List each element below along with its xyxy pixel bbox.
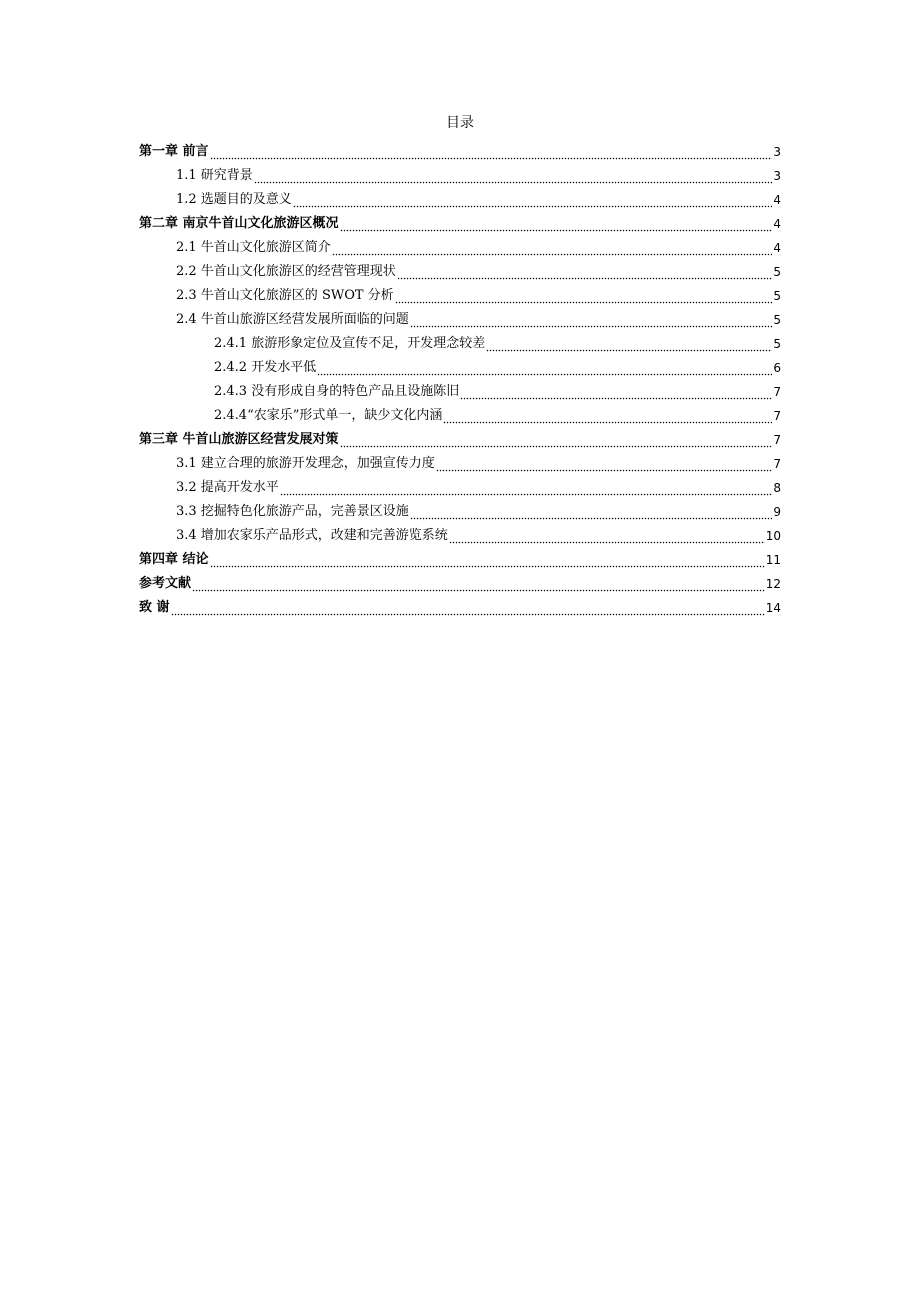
toc-entry[interactable] xyxy=(139,186,781,210)
toc-entry-text: 第四章 结论 xyxy=(139,552,209,567)
toc-entry-text: 第二章 南京牛首山文化旅游区概况 xyxy=(139,216,339,231)
toc-entry[interactable] xyxy=(139,210,781,234)
toc-page-number: 10 xyxy=(765,529,781,543)
toc-page-number: 5 xyxy=(773,337,781,351)
dot-leader xyxy=(254,166,773,186)
toc-entry[interactable] xyxy=(139,498,781,522)
toc-page-number: 7 xyxy=(773,433,781,447)
toc-page-number: 4 xyxy=(773,241,781,255)
dot-leader xyxy=(332,238,773,258)
toc-page-number: 5 xyxy=(773,265,781,279)
dot-leader xyxy=(280,478,773,498)
toc-entry[interactable] xyxy=(139,474,781,498)
toc-entry-text: 第一章 前言 xyxy=(139,144,209,159)
toc-entry[interactable] xyxy=(139,306,781,330)
dot-leader xyxy=(395,286,773,306)
toc-page-number: 7 xyxy=(773,385,781,399)
dot-leader xyxy=(436,454,773,474)
toc-entry-text: 1.1 研究背景 xyxy=(176,168,253,183)
toc-entry[interactable] xyxy=(139,546,781,570)
toc-page-number: 3 xyxy=(773,145,781,159)
toc-entry-text: 2.3 牛首山文化旅游区的 SWOT 分析 xyxy=(176,288,394,303)
toc-entry-text: 第三章 牛首山旅游区经营发展对策 xyxy=(139,432,339,447)
toc-entry-text: 2.4.2 开发水平低 xyxy=(214,360,317,375)
toc-page-number: 7 xyxy=(773,457,781,471)
dot-leader xyxy=(293,190,773,210)
toc-entry-text: 2.4.3 没有形成自身的特色产品且设施陈旧 xyxy=(214,384,460,399)
toc-page-number: 4 xyxy=(773,217,781,231)
table-of-contents xyxy=(139,138,781,618)
toc-entry-text: 3.2 提高开发水平 xyxy=(176,480,279,495)
toc-page-number: 3 xyxy=(773,169,781,183)
toc-entry-text: 参考文献 xyxy=(139,576,192,591)
toc-title: 目录 xyxy=(446,115,474,131)
toc-page-number: 9 xyxy=(773,505,781,519)
toc-page-number: 7 xyxy=(773,409,781,423)
toc-entry-text: 3.1 建立合理的旅游开发理念，加强宣传力度 xyxy=(176,456,435,471)
toc-page-number: 4 xyxy=(773,193,781,207)
dot-leader xyxy=(210,142,773,162)
dot-leader xyxy=(443,406,772,426)
dot-leader xyxy=(171,598,765,618)
toc-entry-text: 2.4 牛首山旅游区经营发展所面临的问题 xyxy=(176,312,409,327)
dot-leader xyxy=(449,526,765,546)
toc-page-number: 14 xyxy=(765,601,781,615)
dot-leader xyxy=(410,502,773,522)
dot-leader xyxy=(397,262,773,282)
toc-entry[interactable] xyxy=(139,522,781,546)
toc-entry-text: 2.4.4“农家乐”形式单一，缺少文化内涵 xyxy=(214,408,443,423)
toc-entry[interactable] xyxy=(139,354,781,378)
toc-entry[interactable] xyxy=(139,594,781,618)
toc-entry[interactable] xyxy=(139,138,781,162)
toc-entry[interactable] xyxy=(139,378,781,402)
toc-entry[interactable] xyxy=(139,282,781,306)
dot-leader xyxy=(340,430,773,450)
toc-entry[interactable] xyxy=(139,258,781,282)
toc-entry[interactable] xyxy=(139,234,781,258)
toc-entry-text: 2.4.1 旅游形象定位及宣传不足，开发理念较差 xyxy=(214,336,486,351)
toc-page-number: 5 xyxy=(773,289,781,303)
toc-entry-text: 2.2 牛首山文化旅游区的经营管理现状 xyxy=(176,264,396,279)
dot-leader xyxy=(340,214,773,234)
toc-entry[interactable] xyxy=(139,426,781,450)
toc-entry[interactable] xyxy=(139,450,781,474)
toc-entry[interactable] xyxy=(139,402,781,426)
toc-entry-text: 3.4 增加农家乐产品形式，改建和完善游览系统 xyxy=(176,528,448,543)
toc-page-number: 6 xyxy=(773,361,781,375)
toc-page-number: 5 xyxy=(773,313,781,327)
dot-leader xyxy=(192,574,765,594)
toc-page-number: 11 xyxy=(765,553,781,567)
dot-leader xyxy=(317,358,772,378)
toc-entry-text: 2.1 牛首山文化旅游区简介 xyxy=(176,240,331,255)
toc-entry[interactable] xyxy=(139,162,781,186)
toc-page-number: 8 xyxy=(773,481,781,495)
dot-leader xyxy=(486,334,772,354)
dot-leader xyxy=(410,310,773,330)
dot-leader xyxy=(210,550,765,570)
toc-entry-text: 致 谢 xyxy=(139,600,170,615)
toc-entry[interactable] xyxy=(139,330,781,354)
toc-page-number: 12 xyxy=(765,577,781,591)
toc-entry[interactable] xyxy=(139,570,781,594)
toc-entry-text: 3.3 挖掘特色化旅游产品，完善景区设施 xyxy=(176,504,409,519)
dot-leader xyxy=(460,382,772,402)
toc-entry-text: 1.2 选题目的及意义 xyxy=(176,192,292,207)
